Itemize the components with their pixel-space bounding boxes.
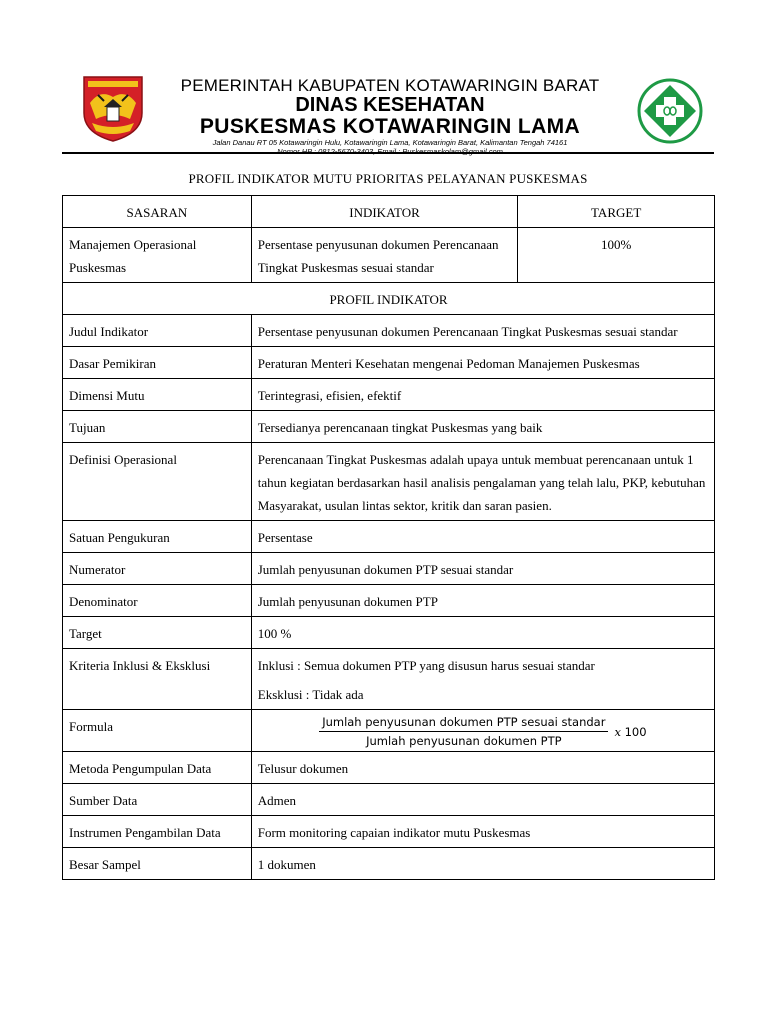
indikator-value: Persentase penyusunan dokumen Perencanaan Tingkat Puskesmas sesuai standar bbox=[251, 228, 518, 283]
puskesmas-name: PUSKESMAS KOTAWARINGIN LAMA bbox=[199, 115, 581, 138]
letterhead bbox=[0, 0, 768, 160]
row-label-kriteria: Kriteria Inklusi & Eksklusi bbox=[63, 649, 252, 710]
government-name: PEMERINTAH KABUPATEN KOTAWARINGIN BARAT bbox=[180, 76, 600, 95]
row-label-instrumen: Instrumen Pengambilan Data bbox=[63, 816, 252, 848]
table-row bbox=[63, 553, 715, 585]
table-row bbox=[63, 347, 715, 379]
formula-numerator: Jumlah penyusunan dokumen PTP sesuai standar bbox=[319, 715, 608, 732]
table-row bbox=[63, 443, 715, 521]
row-value-numerator: Jumlah penyusunan dokumen PTP sesuai standar bbox=[251, 553, 714, 585]
row-value-judul: Persentase penyusunan dokumen Perencanaan Tingkat Puskesmas sesuai standar bbox=[251, 315, 714, 347]
table-row bbox=[63, 784, 715, 816]
column-header-sasaran: SASARAN bbox=[63, 196, 252, 228]
formula-multiplier bbox=[614, 725, 646, 739]
table-row bbox=[63, 521, 715, 553]
row-value-dimensi: Terintegrasi, efisien, efektif bbox=[251, 379, 714, 411]
row-label-tujuan: Tujuan bbox=[63, 411, 252, 443]
agency-name: DINAS KESEHATAN bbox=[295, 94, 485, 116]
row-value-kriteria bbox=[251, 649, 714, 710]
document-title: PROFIL INDIKATOR MUTU PRIORITAS PELAYANAN PUSKESMAS bbox=[188, 171, 588, 186]
letterhead-text bbox=[150, 76, 630, 156]
table-row bbox=[63, 315, 715, 347]
row-value-tujuan: Tersedianya perencanaan tingkat Puskesmas yang baik bbox=[251, 411, 714, 443]
row-label-definisi: Definisi Operasional bbox=[63, 443, 252, 521]
profile-heading: PROFIL INDIKATOR bbox=[63, 283, 715, 315]
indicator-profile-table bbox=[62, 195, 715, 880]
row-label-satuan: Satuan Pengukuran bbox=[63, 521, 252, 553]
column-header-target: TARGET bbox=[518, 196, 715, 228]
row-value-definisi: Perencanaan Tingkat Puskesmas adalah upaya untuk membuat perencanaan untuk 1 tahun kegiatan berdasarkan hasil analisis pengalaman yang telah lalu, PKP, kebutuhan Masyarakat, usulan lintas sektor, kritik dan saran pasien. bbox=[251, 443, 714, 521]
row-label-target: Target bbox=[63, 617, 252, 649]
table-row bbox=[63, 411, 715, 443]
letterhead-divider bbox=[62, 152, 714, 154]
table-row bbox=[63, 379, 715, 411]
inklusi-text: Inklusi : Semua dokumen PTP yang disusun harus sesuai standar bbox=[257, 658, 595, 673]
row-label-metoda: Metoda Pengumpulan Data bbox=[63, 752, 252, 784]
table-row bbox=[63, 649, 715, 710]
address-text: Jalan Danau RT 05 Kotawaringin Hulu, Kotawaringin Lama, Kotawaringin Barat, Kalimantan Tengah 74161 bbox=[212, 138, 568, 147]
row-label-dasar: Dasar Pemikiran bbox=[63, 347, 252, 379]
row-label-denominator: Denominator bbox=[63, 585, 252, 617]
table-row bbox=[63, 752, 715, 784]
column-header-indikator: INDIKATOR bbox=[251, 196, 518, 228]
row-value-target: 100 % bbox=[251, 617, 714, 649]
row-value-dasar: Peraturan Menteri Kesehatan mengenai Pedoman Manajemen Puskesmas bbox=[251, 347, 714, 379]
table-header-row bbox=[63, 196, 715, 228]
row-label-formula: Formula bbox=[63, 710, 252, 752]
formula-times-symbol: x bbox=[614, 724, 621, 739]
summary-row bbox=[63, 228, 715, 283]
eksklusi-text: Eksklusi : Tidak ada bbox=[257, 687, 364, 702]
formula-fraction bbox=[319, 715, 608, 748]
row-label-dimensi: Dimensi Mutu bbox=[63, 379, 252, 411]
row-label-sampel: Besar Sampel bbox=[63, 848, 252, 880]
row-label-numerator: Numerator bbox=[63, 553, 252, 585]
row-value-instrumen: Form monitoring capaian indikator mutu Puskesmas bbox=[251, 816, 714, 848]
puskesmas-logo-icon bbox=[636, 77, 704, 145]
sasaran-value: Manajemen Operasional Puskesmas bbox=[63, 228, 252, 283]
row-value-denominator: Jumlah penyusunan dokumen PTP bbox=[251, 585, 714, 617]
row-label-sumber: Sumber Data bbox=[63, 784, 252, 816]
table-row bbox=[63, 617, 715, 649]
row-value-satuan: Persentase bbox=[251, 521, 714, 553]
formula-denominator: Jumlah penyusunan dokumen PTP bbox=[366, 734, 562, 748]
kotawaringin-barat-emblem-icon bbox=[80, 73, 146, 143]
formula-expression bbox=[258, 715, 708, 748]
row-label-judul: Judul Indikator bbox=[63, 315, 252, 347]
table-row bbox=[63, 848, 715, 880]
row-value-metoda: Telusur dokumen bbox=[251, 752, 714, 784]
profile-heading-row bbox=[63, 283, 715, 315]
row-value-formula bbox=[251, 710, 714, 752]
table-row bbox=[63, 710, 715, 752]
table-row bbox=[63, 585, 715, 617]
row-value-sumber: Admen bbox=[251, 784, 714, 816]
row-value-sampel: 1 dokumen bbox=[251, 848, 714, 880]
formula-multiplier-value: 100 bbox=[624, 724, 647, 739]
target-value: 100% bbox=[518, 228, 715, 283]
table-row bbox=[63, 816, 715, 848]
